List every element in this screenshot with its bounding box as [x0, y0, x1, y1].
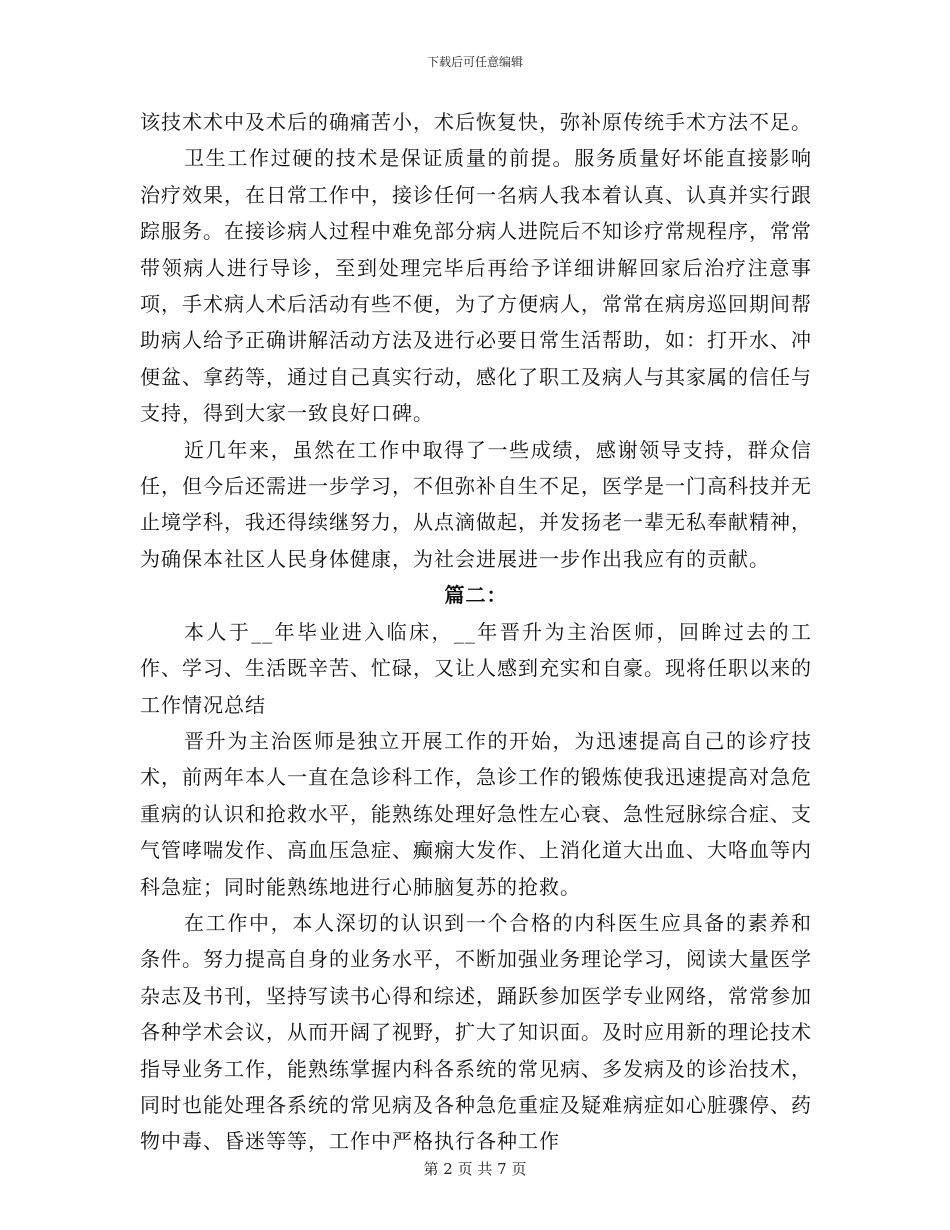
paragraph-4: 本人于__年毕业进入临床，__年晋升为主治医师，回眸过去的工作、学习、生活既辛苦、忙碌，又让人感到充实和自豪。现将任职以来的工作情况总结 — [140, 619, 812, 717]
page-header-note: 下载后可任意编辑 — [426, 55, 523, 69]
paragraph-2: 卫生工作过硬的技术是保证质量的前提。服务质量好坏能直接影响治疗效果，在日常工作中，接诊任何一名病人我本着认真、认真并实行跟踪服务。在接诊病人过程中难免部分病人进院后不知诊疗常规程序，常常带领病人进行导诊，至到处理完毕后再给予详细讲解回家后治疗注意事项，手术病人术后活动有些不便，为了方便病人，常常在病房巡回期间帮助病人给予正确讲解活动方法及进行必要日常生活帮助，如：打开水、冲便盆、拿药等，通过自己真实行动，感化了职工及病人与其家属的信任与支持，得到大家一致良好口碑。 — [140, 146, 812, 426]
paragraph-6: 在工作中，本人深切的认识到一个合格的内科医生应具备的素养和条件。努力提高自身的业务水平，不断加强业务理论学习，阅读大量医学杂志及书刊，坚持写读书心得和综述，踊跃参加医学专业网络，常常参加各种学术会议，从而开阔了视野，扩大了知识面。及时应用新的理论技术指导业务工作，能熟练掌握内科各系统的常见病、多发病及的诊治技术，同时也能处理各系统的常见病及各种急危重症及疑难病症如心脏骤停、药物中毒、昏迷等等，工作中严格执行各种工作 — [140, 910, 812, 1154]
page-number: 第 2 页 共 7 页 — [423, 1160, 527, 1178]
paragraph-5: 晋升为主治医师是独立开展工作的开始，为迅速提高自己的诊疗技术，前两年本人一直在急诊科工作，急诊工作的锻炼使我迅速提高对急危重病的认识和抢救水平，能熟练处理好急性左心衰、急性冠脉综合症、支气管哮喘发作、高血压急症、癫痫大发作、上消化道大出血、大咯血等内科急症；同时能熟练地进行心肺脑复苏的抢救。 — [140, 728, 812, 899]
paragraph-1: 该技术术中及术后的确痛苦小，术后恢复快，弥补原传统手术方法不足。 — [140, 110, 812, 134]
paragraph-3: 近几年来，虽然在工作中取得了一些成绩，感谢领导支持，群众信任，但今后还需进一步学习，不但弥补自生不足，医学是一门高科技并无止境学科，我还得续继努力，从点滴做起，并发扬老一辈无私奉献精神，为确保本社区人民身体健康，为社会进展进一步作出我应有的贡献。 — [140, 437, 812, 571]
section-title: 篇二： — [444, 583, 508, 608]
document-body — [140, 104, 812, 1160]
